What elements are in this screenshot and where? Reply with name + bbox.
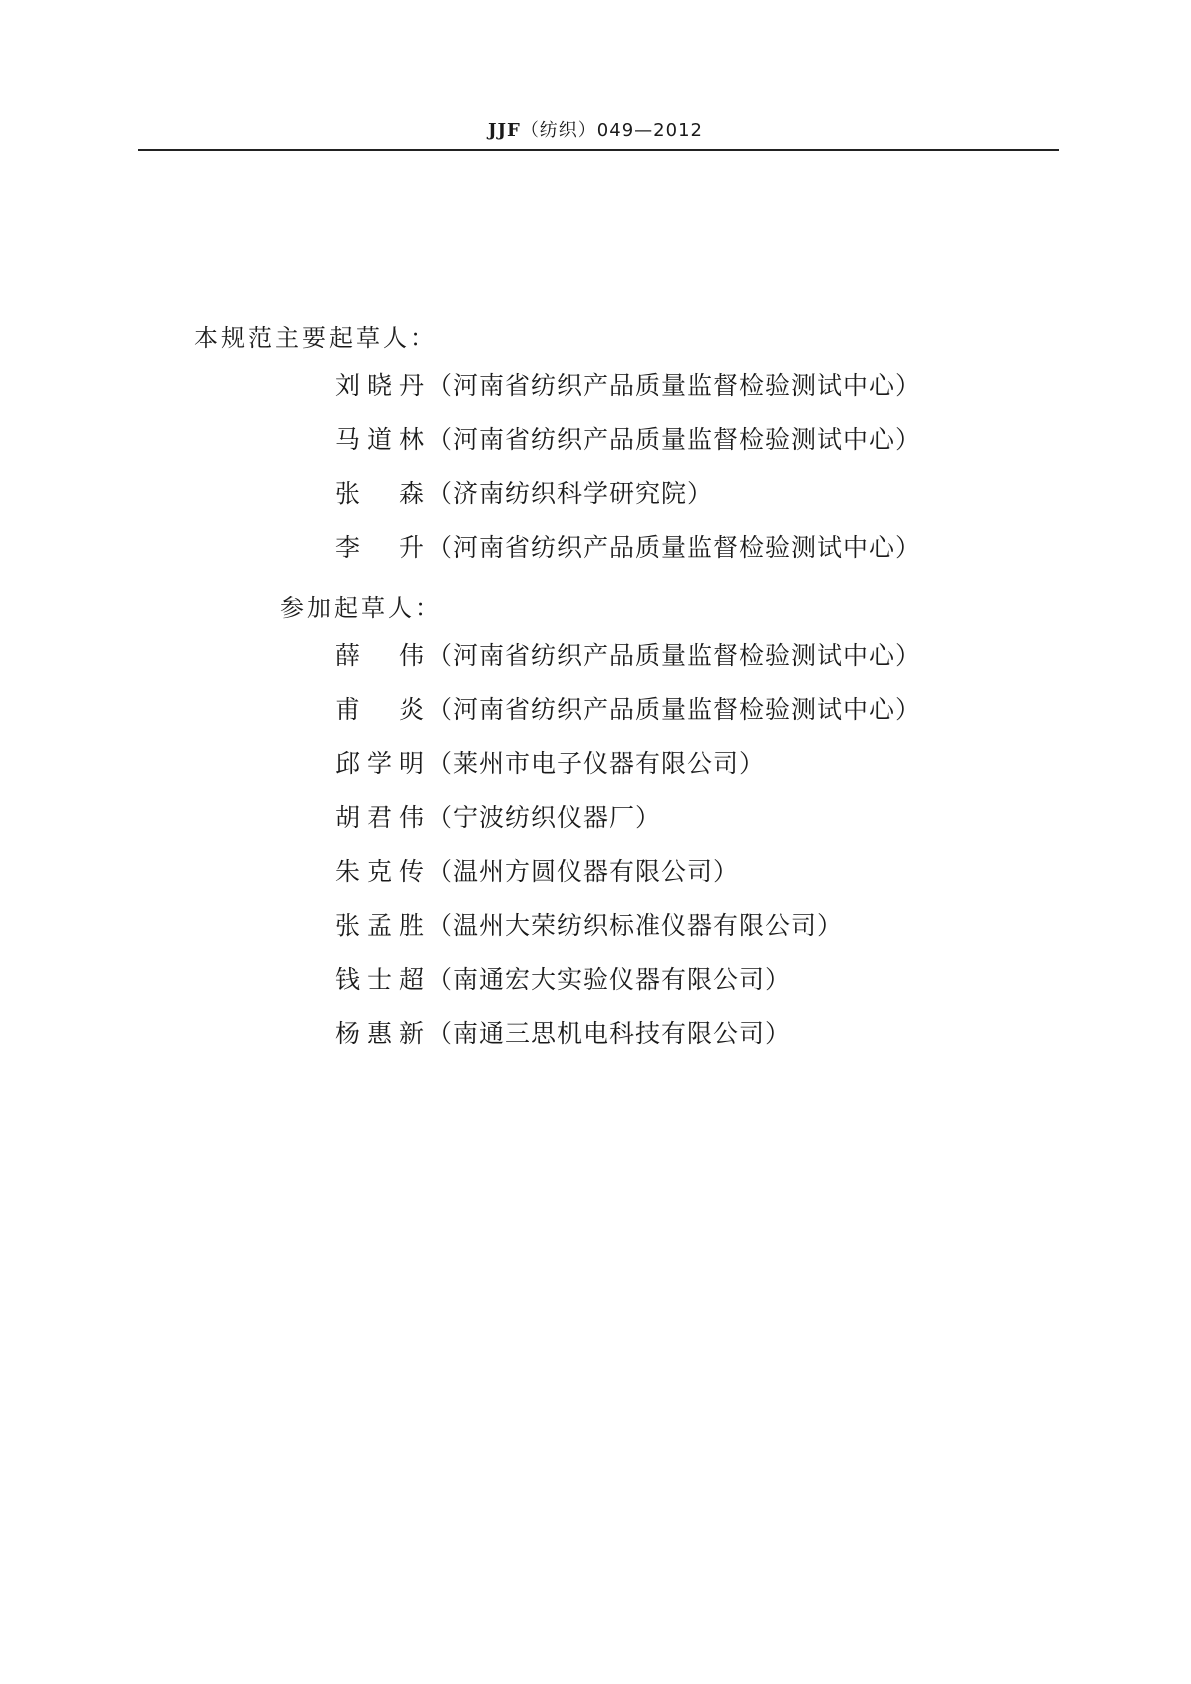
drafter-organization: （河南省纺织产品质量监督检验测试中心） — [427, 425, 922, 454]
participating-drafter-item — [335, 906, 843, 946]
drafter-organization: （河南省纺织产品质量监督检验测试中心） — [427, 695, 922, 724]
participating-drafter-item — [335, 960, 791, 1000]
drafter-organization: （济南纺织科学研究院） — [427, 479, 714, 508]
drafter-name: 刘晓丹 — [335, 371, 425, 400]
participating-drafter-item — [335, 1014, 791, 1054]
main-drafter-item — [335, 420, 921, 460]
drafter-name: 张孟胜 — [335, 911, 425, 940]
drafter-name: 朱克传 — [335, 857, 425, 886]
standard-number: （纺织）049—2012 — [520, 120, 703, 141]
main-drafter-item — [335, 528, 921, 568]
participating-drafter-item — [335, 636, 921, 676]
participating-drafter-item — [335, 798, 661, 838]
drafter-name: 李 升 — [335, 533, 425, 562]
participating-drafter-item — [335, 852, 739, 892]
main-drafter-item — [335, 366, 921, 406]
main-drafter-item — [335, 474, 713, 514]
drafter-organization: （温州方圆仪器有限公司） — [427, 857, 740, 886]
drafter-name: 甫 炎 — [335, 695, 425, 724]
drafter-name: 杨惠新 — [335, 1019, 425, 1048]
standard-prefix: JJF — [488, 120, 521, 141]
drafter-organization: （河南省纺织产品质量监督检验测试中心） — [427, 533, 922, 562]
drafter-name: 钱士超 — [335, 965, 425, 994]
drafter-name: 胡君伟 — [335, 803, 425, 832]
drafter-name: 薛 伟 — [335, 641, 425, 670]
drafter-organization: （宁波纺织仪器厂） — [427, 803, 662, 832]
drafter-organization: （南通宏大实验仪器有限公司） — [427, 965, 792, 994]
participating-drafters-heading: 参加起草人： — [280, 594, 442, 622]
drafter-name: 马道林 — [335, 425, 425, 454]
drafter-organization: （河南省纺织产品质量监督检验测试中心） — [427, 641, 922, 670]
drafter-organization: （南通三思机电科技有限公司） — [427, 1019, 792, 1048]
drafter-name: 张 森 — [335, 479, 425, 508]
drafter-organization: （温州大荣纺织标准仪器有限公司） — [427, 911, 844, 940]
main-drafters-heading: 本规范主要起草人： — [194, 324, 437, 352]
drafter-organization: （莱州市电子仪器有限公司） — [427, 749, 766, 778]
header-rule — [138, 149, 1059, 151]
participating-drafter-item — [335, 690, 921, 730]
page-header — [0, 116, 1191, 142]
drafter-name: 邱学明 — [335, 749, 425, 778]
participating-drafter-item — [335, 744, 765, 784]
drafter-organization: （河南省纺织产品质量监督检验测试中心） — [427, 371, 922, 400]
